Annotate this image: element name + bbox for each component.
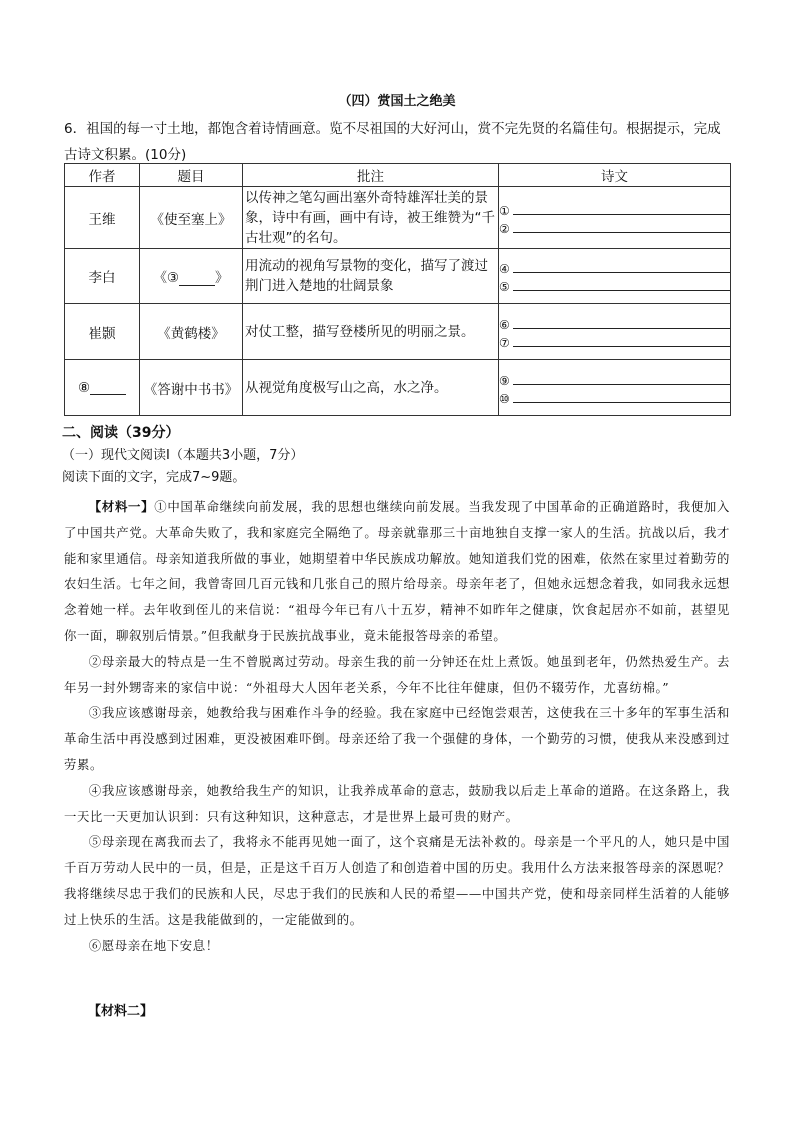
title-cell: 《使至塞上》 — [140, 187, 243, 249]
table-header-row — [65, 164, 731, 187]
paragraph-text: ①中国革命继续向前发展，我的思想也继续向前发展。当我发现了中国革命的正确道路时，我便加入了中国共产党。大革命失败了，我和家庭完全隔绝了。母亲就靠那三十亩地独自支撑一家人的生活。抗战以后，我才能和家里通信。母亲知道我所做的事业，她期望着中华民族成功解放。她知道我们党的困难，依然在家里过着勤劳的农妇生活。七年之间，我曾寄回几百元钱和几张自己的照片给母亲。母亲年老了，但她永远想念着我，如同我永远想念着她一样。去年收到侄儿的来信说：“祖母今年已有八十五岁，精神不如昨年之健康，饮食起居亦不如前，甚望见你一面，聊叙别后情景。”但我献身于民族抗战事业，竟未能报答母亲的希望。 — [64, 499, 731, 643]
question-6-text: 6．祖国的每一寸土地，都饱含着诗情画意。览不尽祖国的大好河山，赏不完先贤的名篇佳句。根据提示，完成古诗文积累。(10分) — [64, 121, 721, 163]
line-number: ⑥ — [499, 317, 510, 332]
line-number: ① — [499, 203, 510, 218]
note-cell: 从视觉角度极写山之高，水之净。 — [243, 360, 499, 416]
answer-blank[interactable] — [513, 334, 730, 347]
answer-blank[interactable] — [90, 380, 126, 395]
title-cell: 《答谢中书书》 — [140, 360, 243, 416]
material-1-label: 【材料一】 — [88, 499, 155, 514]
reading-instruction: 阅读下面的文字，完成7~9题。 — [62, 470, 246, 485]
poem-lines-cell — [499, 304, 731, 360]
table-row — [65, 187, 731, 249]
poem-lines-cell — [499, 249, 731, 304]
poem-lines-cell — [499, 187, 731, 249]
paragraph: ④我应该感谢母亲，她教给我生产的知识，让我养成革命的意志，鼓励我以后走上革命的道路。在这条路上，我一天比一天更加认识到：只有这种知识，这种意志，才是世界上最可贵的财产。 — [64, 782, 730, 824]
table-row — [65, 304, 731, 360]
line-number: ② — [499, 221, 510, 236]
title-cell: 《黄鹤楼》 — [140, 304, 243, 360]
answer-blank[interactable] — [513, 202, 730, 215]
line-number: ⑩ — [499, 391, 510, 406]
reading-passage — [64, 494, 730, 958]
answer-blank[interactable] — [179, 271, 215, 286]
answer-blank[interactable] — [513, 260, 730, 273]
paragraph: ⑤母亲现在离我而去了，我将永不能再见她一面了，这个哀痛是无法补救的。母亲是一个平凡的人，她只是中国千百万劳动人民中的一员，但是，正是这千百万人创造了和创造着中国的历史。我用什么方法来报答母亲的深恩呢？我将继续尽忠于我们的民族和人民，尽忠于我们的民族和人民的希望——中国共产党，使和母亲同样生活着的人能够过上快乐的生活。这是我能做到的，一定能做到的。 — [64, 834, 730, 927]
answer-blank[interactable] — [513, 220, 730, 233]
header-poem: 诗文 — [499, 164, 731, 187]
material-2-label: 【材料二】 — [88, 1004, 154, 1019]
note-cell: 对仗工整，描写登楼所见的明丽之景。 — [243, 304, 499, 360]
author-cell: 王维 — [65, 187, 140, 249]
title-prefix: 《③ — [153, 270, 180, 286]
note-cell: 以传神之笔勾画出塞外奇特雄浑壮美的景象，诗中有画，画中有诗，被王维赞为“千古壮观”的名句。 — [243, 187, 499, 249]
line-number: ⑦ — [499, 335, 510, 350]
paragraph: ②母亲最大的特点是一生不曾脱离过劳动。母亲生我的前一分钟还在灶上煮饭。她虽到老年，仍然热爱生产。去年另一封外甥寄来的家信中说：“外祖母大人因年老关系，今年不比往年健康，但仍不辍劳作，尤喜纺棉。” — [64, 653, 730, 695]
author-cell: 崔颢 — [65, 304, 140, 360]
paragraph — [64, 494, 730, 649]
answer-blank[interactable] — [513, 316, 730, 329]
header-author: 作者 — [65, 164, 140, 187]
note-cell: 用流动的视角写景物的变化，描写了渡过荆门进入楚地的壮阔景象 — [243, 249, 499, 304]
section-title: （四）赏国土之绝美 — [338, 94, 456, 109]
paragraph: ③我应该感谢母亲，她教给我与困难作斗争的经验。我在家庭中已经饱尝艰苦，这使我在三十多年的军事生活和革命生活中再没感到过困难，更没被困难吓倒。母亲还给了我一个强健的身体，一个勤劳的习惯，使我从来没感到过劳累。 — [64, 705, 730, 772]
answer-blank[interactable] — [513, 372, 730, 385]
poetry-table — [64, 163, 731, 416]
table-row — [65, 360, 731, 416]
subsection-title: （一）现代文阅读Ⅰ（本题共3小题，7分） — [62, 448, 304, 463]
line-number: ④ — [499, 262, 510, 276]
line-number: ⑤ — [499, 280, 510, 294]
part-2-title: 二、阅读（39分） — [62, 425, 180, 441]
title-suffix: 》 — [215, 270, 229, 286]
table-row — [65, 249, 731, 304]
author-cell: 李白 — [65, 249, 140, 304]
header-title: 题目 — [140, 164, 243, 187]
paragraph: ⑥愿母亲在地下安息！ — [88, 937, 219, 953]
answer-blank[interactable] — [513, 278, 730, 291]
title-cell — [140, 249, 243, 304]
author-prefix: ⑧ — [77, 379, 91, 396]
poem-lines-cell — [499, 360, 731, 416]
author-cell — [65, 360, 140, 416]
answer-blank[interactable] — [513, 390, 730, 403]
header-note: 批注 — [243, 164, 499, 187]
line-number: ⑨ — [499, 373, 510, 388]
